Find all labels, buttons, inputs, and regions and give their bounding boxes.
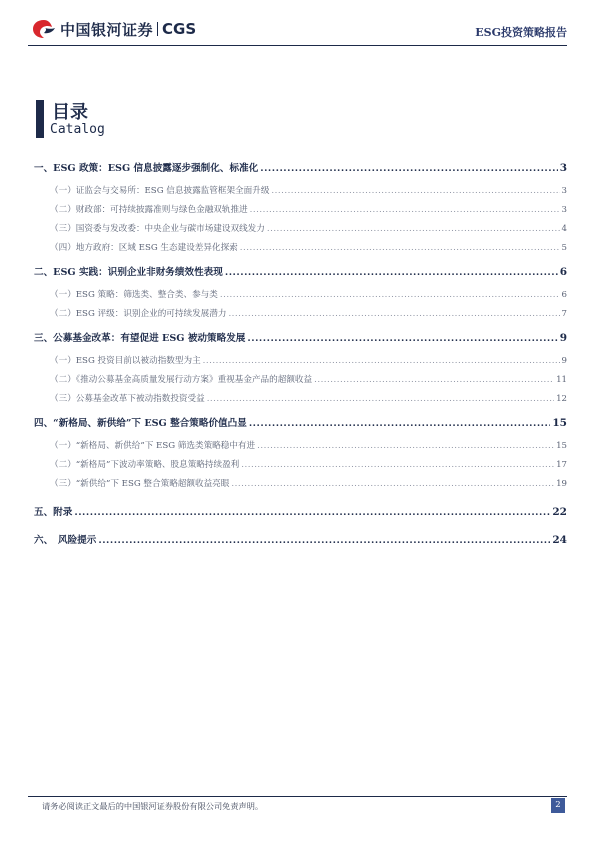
toc-title: （三）公募基金改革下被动指数投资受益 [50,394,205,404]
table-of-contents [34,154,567,550]
toc-subsection-1-4[interactable] [34,239,567,258]
toc-subsection-1-3[interactable] [34,220,567,239]
toc-section-1[interactable] [34,158,567,178]
toc-page: 3 [561,186,567,196]
toc-title: （一）“新格局、新供给”下 ESG 筛选类策略稳中有进 [50,441,256,451]
toc-page: 15 [556,441,567,451]
toc-leader [257,437,554,456]
toc-title: （二）“新格局”下波动率策略、股息策略持续盈利 [50,460,240,470]
report-title: ESG投资策略报告 [475,26,567,39]
toc-page: 5 [561,243,567,253]
catalog-title-en: Catalog [50,122,105,137]
toc-subsection-3-2[interactable] [34,371,567,390]
toc-title: 六、 风险提示 [34,535,97,546]
toc-leader [267,220,560,239]
toc-leader [247,329,557,349]
toc-title: （一）ESG 投资目前以被动指数型为主 [50,356,201,366]
toc-leader [74,503,550,523]
header-divider [28,45,567,46]
footer-disclaimer: 请务必阅读正文最后的中国银河证券股份有限公司免责声明。 [42,801,264,811]
toc-title: 二、ESG 实践：识别企业非财务绩效性表现 [34,267,223,278]
toc-subsection-3-1[interactable] [34,352,567,371]
toc-page: 15 [552,417,567,429]
page-header [0,0,595,46]
toc-page: 7 [561,309,567,319]
toc-title: （二）财政部：可持续披露准则与绿色金融双轨推进 [50,205,248,215]
toc-section-2[interactable] [34,262,567,282]
brand-logo [32,18,196,40]
toc-leader [220,286,560,305]
toc-section-6[interactable] [34,530,567,550]
toc-title: 五、附录 [34,507,73,518]
cgs-logo-icon [32,19,56,39]
toc-leader [241,456,554,475]
toc-section-5[interactable] [34,502,567,522]
toc-subsection-4-2[interactable] [34,456,567,475]
logo-chinese-name: 中国银河证券 [60,20,154,39]
toc-leader [225,263,558,283]
toc-title: （四）地方政府：区域 ESG 生态建设差异化探索 [50,243,238,253]
toc-title: 一、ESG 政策：ESG 信息披露逐步强制化、标准化 [34,163,259,174]
logo-english-name: CGS [162,20,197,38]
toc-page: 4 [561,224,567,234]
toc-leader [98,531,550,551]
page-number-badge: 2 [551,798,565,813]
toc-leader [250,201,560,220]
catalog-accent-bar [36,100,44,138]
logo-divider [157,22,158,36]
toc-page: 24 [552,534,567,546]
toc-page: 17 [556,460,567,470]
toc-page: 3 [561,205,567,215]
toc-page: 22 [552,506,567,518]
toc-leader [207,390,554,409]
toc-leader [228,305,559,324]
toc-subsection-1-2[interactable] [34,201,567,220]
toc-title: （三）“新供给”下 ESG 整合策略超额收益亮眼 [50,479,230,489]
toc-leader [249,414,551,434]
toc-subsection-1-1[interactable] [34,182,567,201]
toc-title: （一）ESG 策略：筛选类、整合类、参与类 [50,290,218,300]
footer-divider [28,796,567,797]
toc-leader [260,159,557,179]
toc-title: （二）ESG 评级：识别企业的可持续发展潜力 [50,309,227,319]
toc-leader [240,239,560,258]
toc-section-3[interactable] [34,328,567,348]
toc-subsection-3-3[interactable] [34,390,567,409]
toc-page: 9 [559,332,567,344]
toc-title: （三）国资委与发改委：中央企业与碳市场建设双线发力 [50,224,265,234]
toc-page: 6 [559,266,567,278]
toc-leader [314,371,554,390]
toc-title: （二）《推动公募基金高质量发展行动方案》重视基金产品的超额收益 [50,375,313,385]
toc-subsection-4-1[interactable] [34,437,567,456]
toc-page: 3 [559,162,567,174]
catalog-title-cn: 目录 [52,102,88,123]
toc-page: 6 [561,290,567,300]
toc-subsection-2-2[interactable] [34,305,567,324]
toc-leader [231,475,554,494]
toc-leader [203,352,560,371]
toc-title: 四、“新格局、新供给”下 ESG 整合策略价值凸显 [34,418,247,429]
toc-title: （一）证监会与交易所：ESG 信息披露监管框架全面升级 [50,186,270,196]
toc-page: 11 [556,375,567,385]
toc-subsection-4-3[interactable] [34,475,567,494]
toc-subsection-2-1[interactable] [34,286,567,305]
toc-page: 19 [556,479,567,489]
toc-title: 三、公募基金改革：有望促进 ESG 被动策略发展 [34,333,246,344]
toc-section-4[interactable] [34,413,567,433]
toc-leader [271,182,559,201]
toc-page: 12 [556,394,567,404]
toc-page: 9 [561,356,567,366]
